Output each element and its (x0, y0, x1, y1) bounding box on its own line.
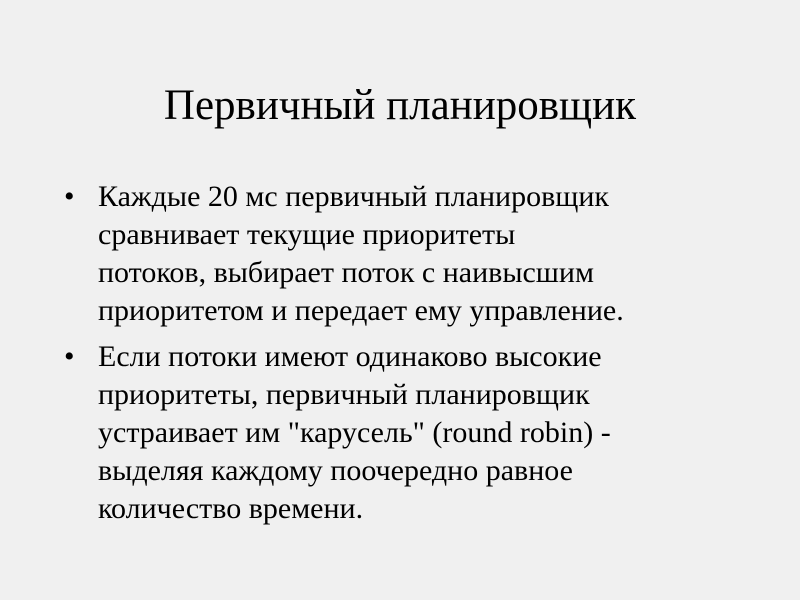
bullet-line: приоритеты, первичный планировщик (98, 378, 590, 411)
bullet-line: устраивает им "карусель" (round robin) - (98, 416, 611, 449)
bullet-text (98, 338, 738, 528)
bullet-line: приоритетом и передает ему управление. (98, 294, 624, 327)
bullet-text (98, 178, 738, 330)
bullet-line: сравнивает текущие приоритеты (98, 218, 516, 251)
bullet-line: потоков, выбирает поток с наивысшим (98, 256, 594, 289)
bullet-line: Каждые 20 мс первичный планировщик (98, 180, 609, 213)
bullet-list (60, 178, 760, 536)
bullet-item-2 (60, 338, 760, 528)
bullet-line: Если потоки имеют одинаково высокие (98, 340, 602, 373)
bullet-item-1 (60, 178, 760, 330)
bullet-line: количество времени. (98, 492, 364, 525)
bullet-marker: • (64, 340, 75, 373)
bullet-line: выделяя каждому поочередно равное (98, 454, 573, 487)
slide-title: Первичный планировщик (163, 82, 637, 129)
bullet-marker: • (64, 180, 75, 213)
